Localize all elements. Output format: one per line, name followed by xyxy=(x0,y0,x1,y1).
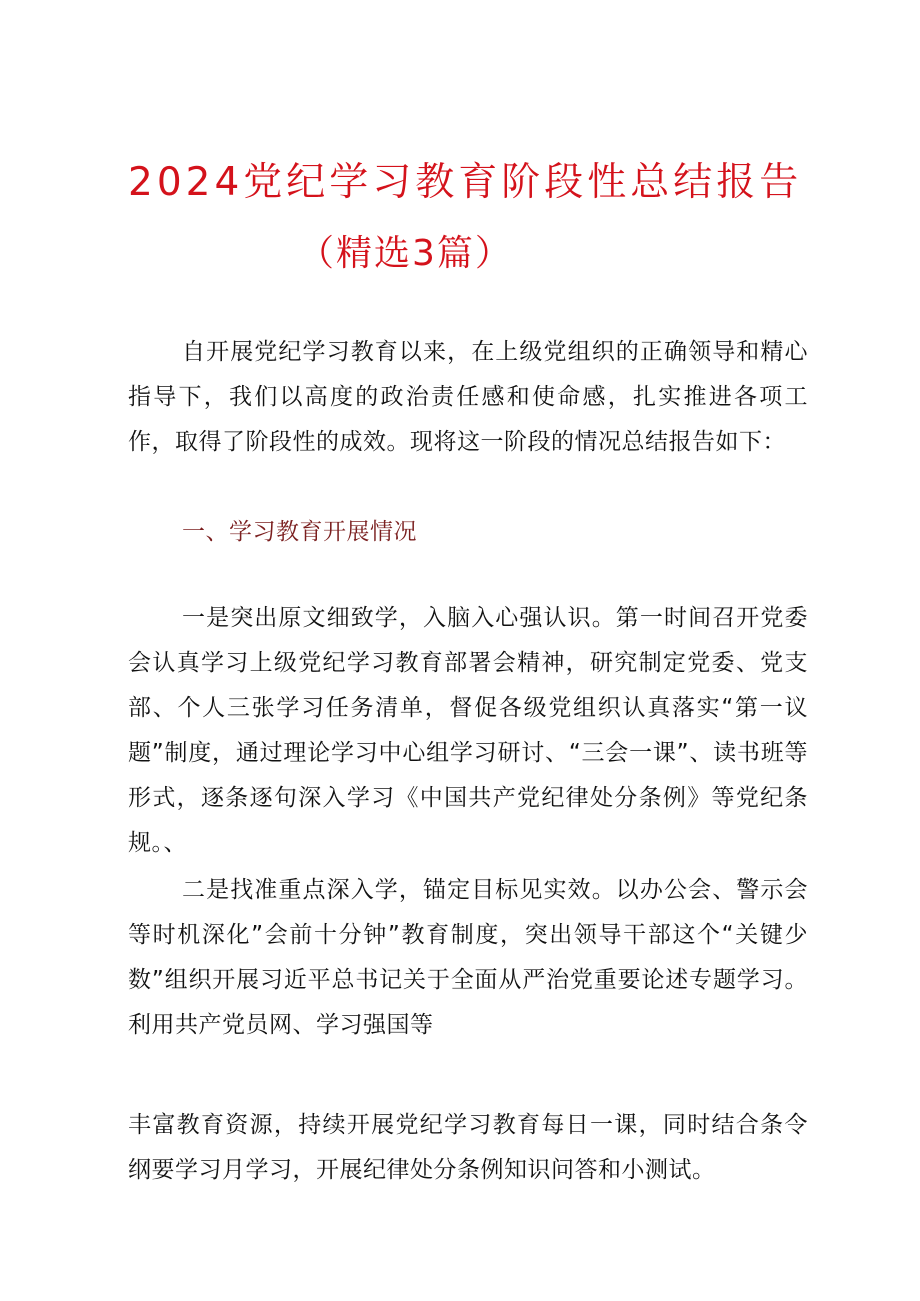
section-heading: 一、学习教育开展情况 xyxy=(182,519,417,545)
document-subtitle: （精选3篇） xyxy=(298,233,513,274)
document-title: 2024党纪学习教育阶段性总结报告 xyxy=(128,160,803,205)
body-paragraph: 丰富教育资源，持续开展党纪学习教育每日一课，同时结合条令纲要学习月学习，开展纪律处分条例知识问答和小测试。 xyxy=(128,1112,808,1183)
intro-paragraph: 自开展党纪学习教育以来，在上级党组织的正确领导和精心指导下，我们以高度的政治责任感和使命感，扎实推进各项工作，取得了阶段性的成效。现将这一阶段的情况总结报告如下： xyxy=(128,339,808,455)
body-paragraph: 二是找准重点深入学，锚定目标见实效。以办公会、警示会等时机深化”会前十分钟”教育制度，突出领导干部这个“关键少数”组织开展习近平总书记关于全面从严治党重要论述专题学习。利用共产党员网、学习强国等 xyxy=(128,877,808,1038)
body-paragraph: 一是突出原文细致学，入脑入心强认识。第一时间召开党委会认真学习上级党纪学习教育部署会精神，研究制定党委、党支部、个人三张学习任务清单，督促各级党组织认真落实“第一议题”制度，通过理论学习中心组学习研讨、“三会一课”、读书班等形式，逐条逐句深入学习《中国共产党纪律处分条例》等党纪条规。、 xyxy=(128,605,808,856)
